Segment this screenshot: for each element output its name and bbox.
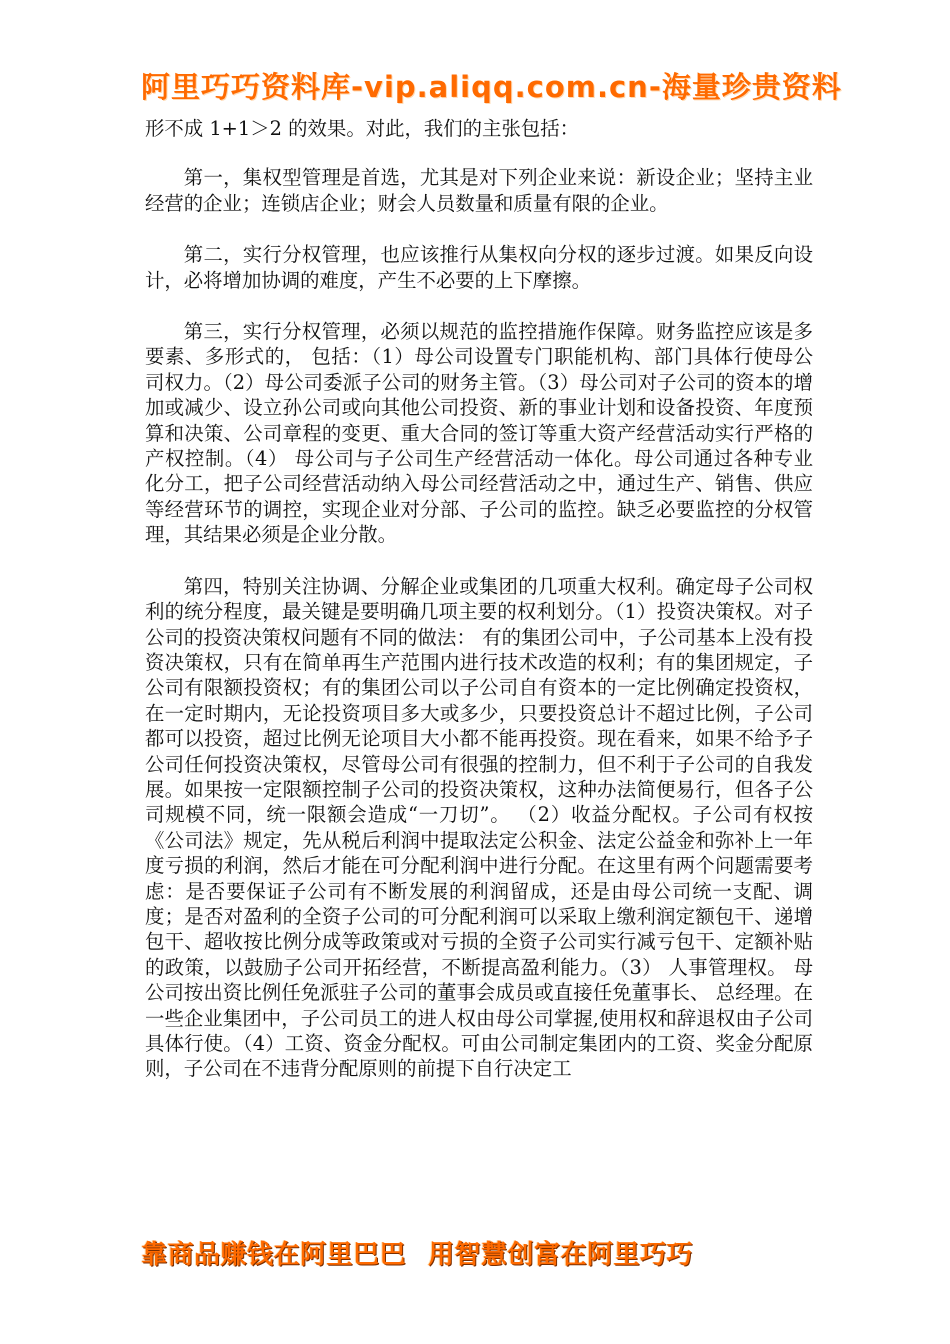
- paragraph-point-two: 第二，实行分权管理，也应该推行从集权向分权的逐步过渡。如果反向设计，必将增加协调的难度，产生不必要的上下摩擦。: [145, 243, 813, 292]
- paragraph-point-one: 第一，集权型管理是首选，尤其是对下列企业来说：新设企业；坚持主业经营的企业；连锁店企业；财会人员数量和质量有限的企业。: [145, 166, 813, 215]
- footer-slogan-right: 用智慧创富在阿里巧巧: [428, 1239, 694, 1270]
- footer-banner: [141, 1230, 801, 1274]
- header-banner: 阿里巧巧资料库-vip.aliqq.com.cn-海量珍贵资料: [141, 69, 842, 104]
- paragraph-opening: 形不成 1+1＞2 的效果。对此，我们的主张包括：: [145, 117, 580, 140]
- document-body: [145, 116, 813, 1082]
- paragraph-point-four: 第四，特别关注协调、分解企业或集团的几项重大权利。确定母子公司权利的统分程度，最关键是要明确几项主要的权利划分。（1）投资决策权。对子公司的投资决策权问题有不同的做法： 有的集团公司中，子公司基本上没有投资决策权，只有在简单再生产范围内进行技术改造的权利；有的集团规定，子公司有限额投资权；有的集团公司以子公司自有资本的一定比例确定投资权，在一定时期内，无论投资项目多大或多少，只要投资总计不超过比例，子公司都可以投资，超过比例无论项目大小都不能再投资。现在看来，如果不给予子公司任何投资决策权，尽管母公司有很强的控制力，但不利于子公司的自我发展。如果按一定限额控制子公司的投资决策权，这种办法简便易行，但各子公司规模不同，统一限额会造成“一刀切”。 （2）收益分配权。子公司有权按《公司法》规定，先从税后利润中提取法定公积金、法定公益金和弥补上一年度亏损的利润，然后才能在可分配利润中进行分配。在这里有两个问题需要考虑：是否要保证子公司有不断发展的利润留成，还是由母公司统一支配、调度；是否对盈利的全资子公司的可分配利润可以采取上缴利润定额包干、递增包干、超收按比例分成等政策或对亏损的全资子公司实行减亏包干、定额补贴的政策，以鼓励子公司开拓经营，不断提高盈利能力。（3） 人事管理权。 母公司按出资比例任免派驻子公司的董事会成员或直接任免董事长、 总经理。在一些企业集团中，子公司员工的进人权由母公司掌握,使用权和辞退权由子公司具体行使。（4）工资、资金分配权。可由公司制定集团内的工资、奖金分配原则，子公司在不违背分配原则的前提下自行决定工: [145, 574, 813, 1081]
- paragraph-point-three: 第三，实行分权管理，必须以规范的监控措施作保障。财务监控应该是多要素、多形式的， 包括：（1）母公司设置专门职能机构、部门具体行使母公司权力。（2）母公司委派子公司的财务主管。（3）母公司对子公司的资本的增加或减少、设立孙公司或向其他公司投资、新的事业计划和设备投资、年度预算和决策、公司章程的变更、重大合同的签订等重大资产经营活动实行严格的产权控制。（4） 母公司与子公司生产经营活动一体化。母公司通过各种专业化分工，把子公司经营活动纳入母公司经营活动之中，通过生产、销售、供应等经营环节的调控，实现企业对分部、子公司的监控。缺乏必要监控的分权管理，其结果必须是企业分散。: [145, 320, 813, 547]
- footer-slogan-left: 靠商品赚钱在阿里巴巴: [141, 1239, 407, 1270]
